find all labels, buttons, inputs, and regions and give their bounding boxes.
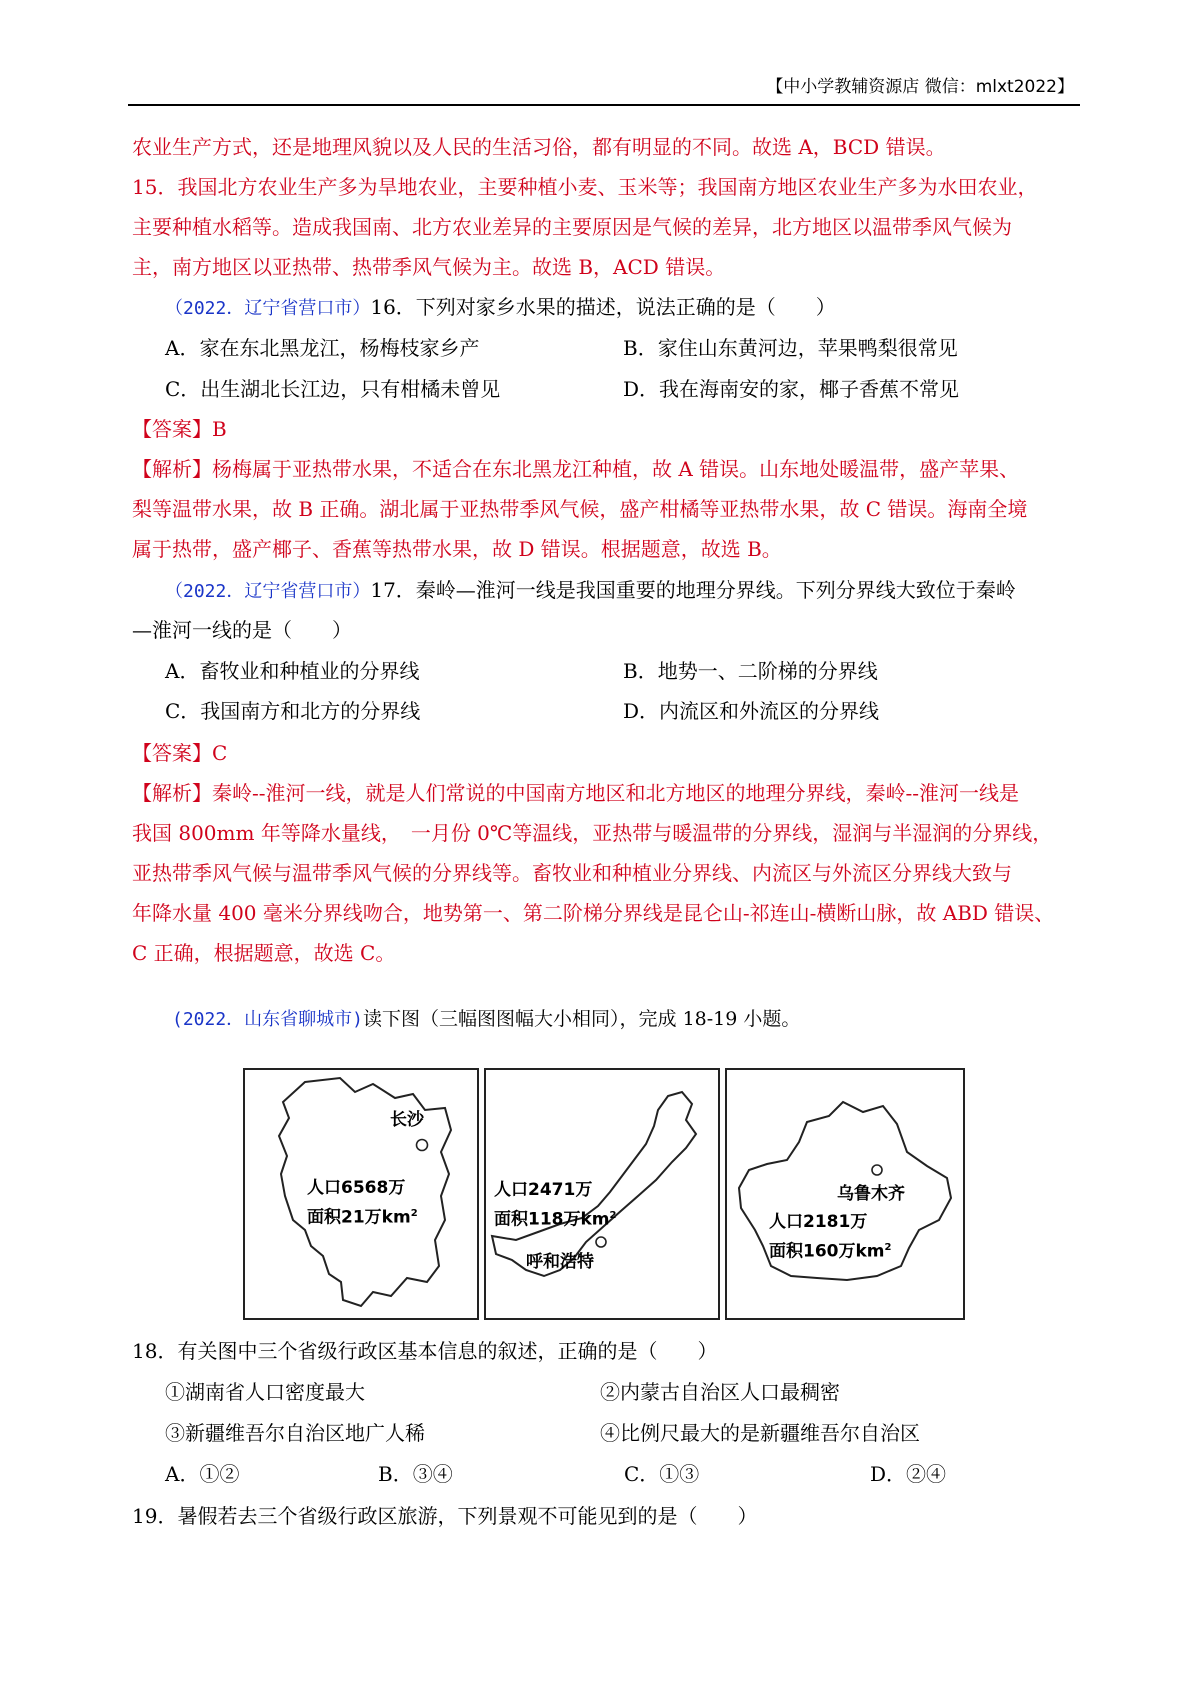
- explanation-line: 亚热带季风气候与温带季风气候的分界线等。畜牧业和种植业分界线、内流区与外流区分界线大致与: [132, 861, 1012, 885]
- question-source: (2022．山东省聊城市): [172, 1009, 364, 1030]
- option-c: C．①③: [624, 1462, 700, 1486]
- question-text: 读下图（三幅图图幅大小相同），完成 18-19 小题。: [363, 1008, 801, 1030]
- statement-1: ①湖南省人口密度最大: [165, 1380, 365, 1404]
- option-a: A．①②: [165, 1462, 240, 1486]
- area-label: 面积118万$km^2$: [494, 1209, 617, 1230]
- population-label: 人口2471万: [494, 1180, 593, 1200]
- explanation-line: 15．我国北方农业生产多为旱地农业，主要种植小麦、玉米等；我国南方地区农业生产多为水田农业，: [132, 175, 1038, 199]
- population-label: 人口6568万: [307, 1178, 406, 1198]
- option-d: D．我在海南安的家，椰子香蕉不常见: [623, 377, 960, 401]
- map-neimenggu: [484, 1068, 720, 1320]
- question-source: （2022．辽宁省营口市）: [165, 581, 371, 602]
- city-label: 长沙: [390, 1110, 424, 1130]
- question-source: （2022．辽宁省营口市）: [165, 298, 371, 319]
- explanation-line: C 正确，根据题意，故选 C。: [132, 941, 396, 965]
- explanation-line: 【解析】杨梅属于亚热带水果，不适合在东北黑龙江种植，故 A 错误。山东地处暖温带，盛产苹果、: [132, 457, 1020, 481]
- question-17-stem: [165, 576, 1016, 606]
- map-xinjiang: [725, 1068, 965, 1320]
- option-a: A．畜牧业和种植业的分界线: [165, 659, 420, 683]
- province-maps: [243, 1068, 965, 1318]
- question-19-stem: 19．暑假若去三个省级行政区旅游，下列景观不可能见到的是（ ）: [132, 1504, 758, 1528]
- explanation-line: 年降水量 400 毫米分界线吻合，地势第一、第二阶梯分界线是昆仑山-祁连山-横断山脉，故 ABD 错误、: [132, 901, 1055, 925]
- explanation-line: 梨等温带水果，故 B 正确。湖北属于亚热带季风气候，盛产柑橘等亚热带水果，故 C 错误。海南全境: [132, 497, 1028, 521]
- option-b: B．③④: [378, 1462, 453, 1486]
- explanation-line: 主要种植水稻等。造成我国南、北方农业差异的主要原因是气候的差异，北方地区以温带季风气候为: [132, 215, 1012, 239]
- explanation-line: 农业生产方式，还是地理风貌以及人民的生活习俗，都有明显的不同。故选 A，BCD 错误。: [132, 135, 946, 159]
- question-16-stem: [165, 293, 836, 323]
- question-text: —淮河一线的是（ ）: [132, 618, 352, 642]
- statement-4: ④比例尺最大的是新疆维吾尔自治区: [600, 1421, 920, 1445]
- map-hunan: [243, 1068, 479, 1320]
- option-d: D．②④: [870, 1462, 947, 1486]
- city-label: 乌鲁木齐: [837, 1184, 905, 1204]
- question-18-19-intro: [172, 1004, 800, 1034]
- explanation-line: 【解析】秦岭--淮河一线，就是人们常说的中国南方地区和北方地区的地理分界线，秦岭--淮河一线是: [132, 781, 1020, 805]
- city-label: 呼和浩特: [526, 1252, 594, 1272]
- question-text: 16．下列对家乡水果的描述，说法正确的是（ ）: [370, 295, 836, 319]
- option-b: B．地势一、二阶梯的分界线: [623, 659, 878, 683]
- question-text: 17．秦岭—淮河一线是我国重要的地理分界线。下列分界线大致位于秦岭: [370, 578, 1016, 602]
- statement-3: ③新疆维吾尔自治区地广人稀: [165, 1421, 425, 1445]
- answer: 【答案】B: [132, 417, 227, 441]
- option-c: C．我国南方和北方的分界线: [165, 699, 421, 723]
- question-18-stem: 18．有关图中三个省级行政区基本信息的叙述，正确的是（ ）: [132, 1339, 718, 1363]
- page-header: [128, 70, 1080, 106]
- statement-2: ②内蒙古自治区人口最稠密: [600, 1380, 840, 1404]
- population-label: 人口2181万: [769, 1212, 868, 1232]
- area-label: 面积21万$km^2$: [307, 1207, 418, 1228]
- option-d: D．内流区和外流区的分界线: [623, 699, 880, 723]
- explanation-line: 主，南方地区以亚热带、热带季风气候为主。故选 B，ACD 错误。: [132, 255, 726, 279]
- explanation-line: 属于热带，盛产椰子、香蕉等热带水果，故 D 错误。根据题意，故选 B。: [132, 537, 782, 561]
- area-label: 面积160万$km^2$: [769, 1241, 892, 1262]
- answer: 【答案】C: [132, 741, 228, 765]
- explanation-line: 我国 800mm 年等降水量线， 一月份 0℃等温线，亚热带与暖温带的分界线，湿润与半湿润的分界线，: [132, 821, 1053, 845]
- option-b: B．家住山东黄河边，苹果鸭梨很常见: [623, 336, 958, 360]
- option-c: C．出生湖北长江边，只有柑橘未曾见: [165, 377, 501, 401]
- option-a: A．家在东北黑龙江，杨梅枝家乡产: [165, 336, 480, 360]
- header-text: 【中小学教辅资源店 微信：mlxt2022】: [766, 77, 1074, 97]
